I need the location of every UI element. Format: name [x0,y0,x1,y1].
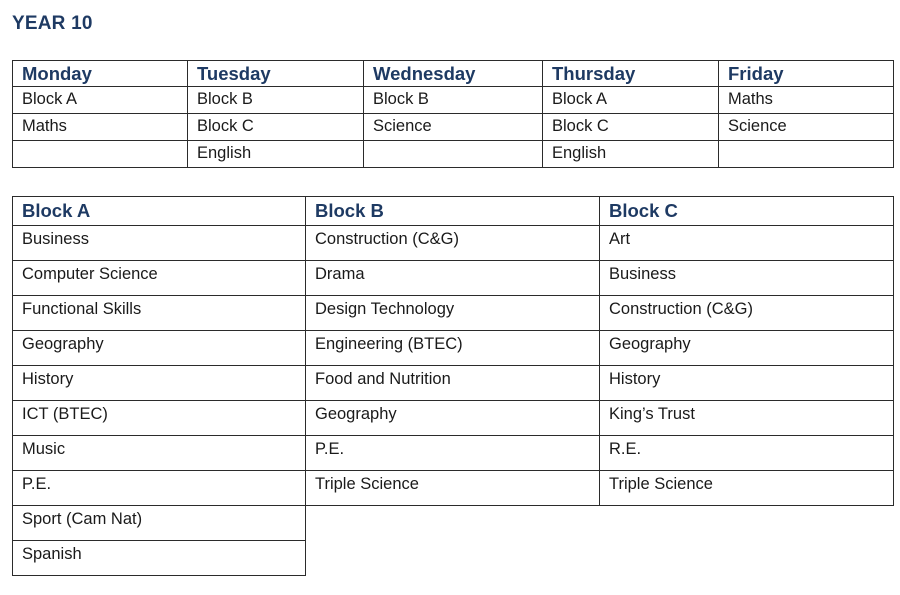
table-row [13,541,894,576]
block-b-subject: Geography [306,401,600,436]
table-row [13,114,894,141]
block-header-c: Block C [600,197,894,226]
table-row [13,331,894,366]
table-row [13,226,894,261]
block-b-subject: Food and Nutrition [306,366,600,401]
table-row [13,296,894,331]
block-b-subject: Design Technology [306,296,600,331]
block-c-subject: Art [600,226,894,261]
table-row [13,401,894,436]
empty-cell [306,541,600,576]
block-a-subject: Functional Skills [13,296,306,331]
block-a-subject: Computer Science [13,261,306,296]
empty-cell [600,506,894,541]
week-cell: English [543,141,719,168]
weekday-header-row [13,61,894,87]
week-cell [719,141,894,168]
block-c-subject: History [600,366,894,401]
block-a-subject: Sport (Cam Nat) [13,506,306,541]
week-cell: Science [364,114,543,141]
block-c-subject: Business [600,261,894,296]
block-c-subject: Construction (C&G) [600,296,894,331]
week-cell: Block A [543,87,719,114]
block-b-subject: P.E. [306,436,600,471]
block-b-subject: Engineering (BTEC) [306,331,600,366]
day-header-friday: Friday [719,61,894,87]
table-row [13,261,894,296]
block-a-subject: Business [13,226,306,261]
table-row [13,506,894,541]
table-row [13,471,894,506]
block-a-subject: Spanish [13,541,306,576]
week-cell: Block C [543,114,719,141]
table-row [13,366,894,401]
day-header-thursday: Thursday [543,61,719,87]
empty-cell [600,541,894,576]
week-cell: Block B [188,87,364,114]
day-header-monday: Monday [13,61,188,87]
week-cell: Maths [13,114,188,141]
week-cell: Maths [719,87,894,114]
block-b-subject: Construction (C&G) [306,226,600,261]
block-header-a: Block A [13,197,306,226]
table-row [13,436,894,471]
page-title: YEAR 10 [12,13,93,34]
block-b-subject: Drama [306,261,600,296]
block-c-subject: R.E. [600,436,894,471]
block-b-subject: Triple Science [306,471,600,506]
week-cell: Block B [364,87,543,114]
week-cell [13,141,188,168]
empty-cell [306,506,600,541]
block-c-subject: Triple Science [600,471,894,506]
day-header-tuesday: Tuesday [188,61,364,87]
block-c-subject: Geography [600,331,894,366]
block-a-subject: History [13,366,306,401]
week-cell: Science [719,114,894,141]
table-row [13,87,894,114]
weekly-timetable [12,60,894,168]
day-header-wednesday: Wednesday [364,61,543,87]
week-cell [364,141,543,168]
week-cell: English [188,141,364,168]
block-a-subject: Music [13,436,306,471]
block-a-subject: Geography [13,331,306,366]
block-a-subject: P.E. [13,471,306,506]
week-cell: Block A [13,87,188,114]
block-header-b: Block B [306,197,600,226]
block-c-subject: King’s Trust [600,401,894,436]
table-row [13,141,894,168]
blocks-header-row [13,197,894,226]
week-cell: Block C [188,114,364,141]
option-blocks-table [12,196,894,576]
block-a-subject: ICT (BTEC) [13,401,306,436]
